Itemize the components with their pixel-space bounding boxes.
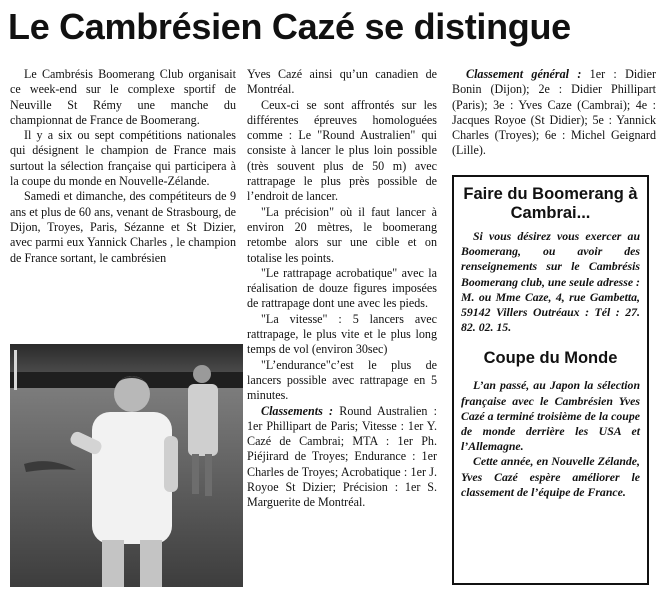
paragraph: "La précision" où il faut lancer à environ 20 mètres, le boomerang retombe alors sur une cible et on totalise les points. xyxy=(247,204,437,265)
box-coupe-text-1: L’an passé, au Japon la sélection française avec le Cambrésien Yves Cazé a terminé troisième de la coupe de monde derrière les USA et l’Allemagne. xyxy=(461,378,640,454)
paragraph: Yves Cazé ainsi qu’un canadien de Montréal. xyxy=(247,67,437,97)
paragraph: "L’endurance"c’est le plus de lancers possible avec rattrapage en 5 minutes. xyxy=(247,357,437,403)
box-heading-coupe-du-monde: Coupe du Monde xyxy=(483,349,618,368)
paragraph: "La vitesse" : 5 lancers avec rattrapage, le plus vite et le plus long temps de vol (environ 30sec) xyxy=(247,311,437,357)
photo-boomerang-thrower xyxy=(10,344,243,587)
photo-image xyxy=(10,344,243,587)
classement-general-text: 1er : Didier Bonin (Dijon); 2e : Didier Phillipart (Paris); 3e : Yves Caze (Cambrai); 4e : Jacques Royoe (St Didier); 5e : Yannick Charles (Troyes); 6e : Michel Geignard (Lille). xyxy=(452,67,656,158)
paragraph: Il y a six ou sept compétitions nationales qui désignent le champion de France mais surtout la sélection française qui participera à la coupe du monde en Nouvelle-Zélande. xyxy=(10,128,236,189)
paragraph: Ceux-ci se sont affrontés sur les différentes épreuves homologuées comme : Le "Round Australien" qui consiste à lancer le plus loin possible (très souvent plus de 50 m) avec rattrapage le plus près possible de l’endroit de lancer. xyxy=(247,97,437,204)
article-column-2 xyxy=(247,67,437,511)
info-box xyxy=(452,175,649,585)
article-column-3 xyxy=(452,67,656,159)
box-contact-text: Si vous désirez vous exercer au Boomerang, ou avoir des renseignements sur le Cambrésis Boomerang club, une seule adresse : M. ou Mme Caze, 4, rue Gambetta, 59142 Villers Outréaux : Tél : 27. 82. 02. 15. xyxy=(461,229,640,335)
article-column-1 xyxy=(10,67,236,266)
classement-general-label: Classement général : xyxy=(466,67,582,81)
paragraph: Samedi et dimanche, des compétiteurs de 9 ans et plus de 60 ans, venant de Strasbourg, de Dijon, Troyes, Paris, Sézanne et St Dizier, avec parmi eux Yannick Charles , le champion de France sortant, le cambrésien xyxy=(10,189,236,265)
box-heading-boomerang: Faire du Boomerang à Cambrai... xyxy=(463,185,638,222)
box-coupe-text-2: Cette année, en Nouvelle Zélande, Yves Cazé espère améliorer le classement de l’équipe de France. xyxy=(461,454,640,499)
classements-paragraph xyxy=(247,404,437,511)
classement-general-paragraph xyxy=(452,67,656,159)
classements-text: Round Australien : 1er Phillipart de Paris; Vitesse : 1er Y. Cazé de Cambrai; MTA : 1er Ph. Piéjirard de Troyes; Endurance : 1er Charles de Troyes; Acrobatique : 1er J. Royoe St Dizier; Précision : 1er S. Marguerite de Montréal. xyxy=(247,403,437,510)
paragraph: Le Cambrésis Boomerang Club organisait ce week-end sur le complexe sportif de Neuville St Rémy une manche du championnat de France de Boomerang. xyxy=(10,67,236,127)
classements-label: Classements : xyxy=(261,403,334,418)
headline: Le Cambrésien Cazé se distingue xyxy=(8,6,571,47)
paragraph: "Le rattrapage acrobatique" avec la réalisation de douze figures imposées de rattrapage dont une avec les pieds. xyxy=(247,265,437,311)
